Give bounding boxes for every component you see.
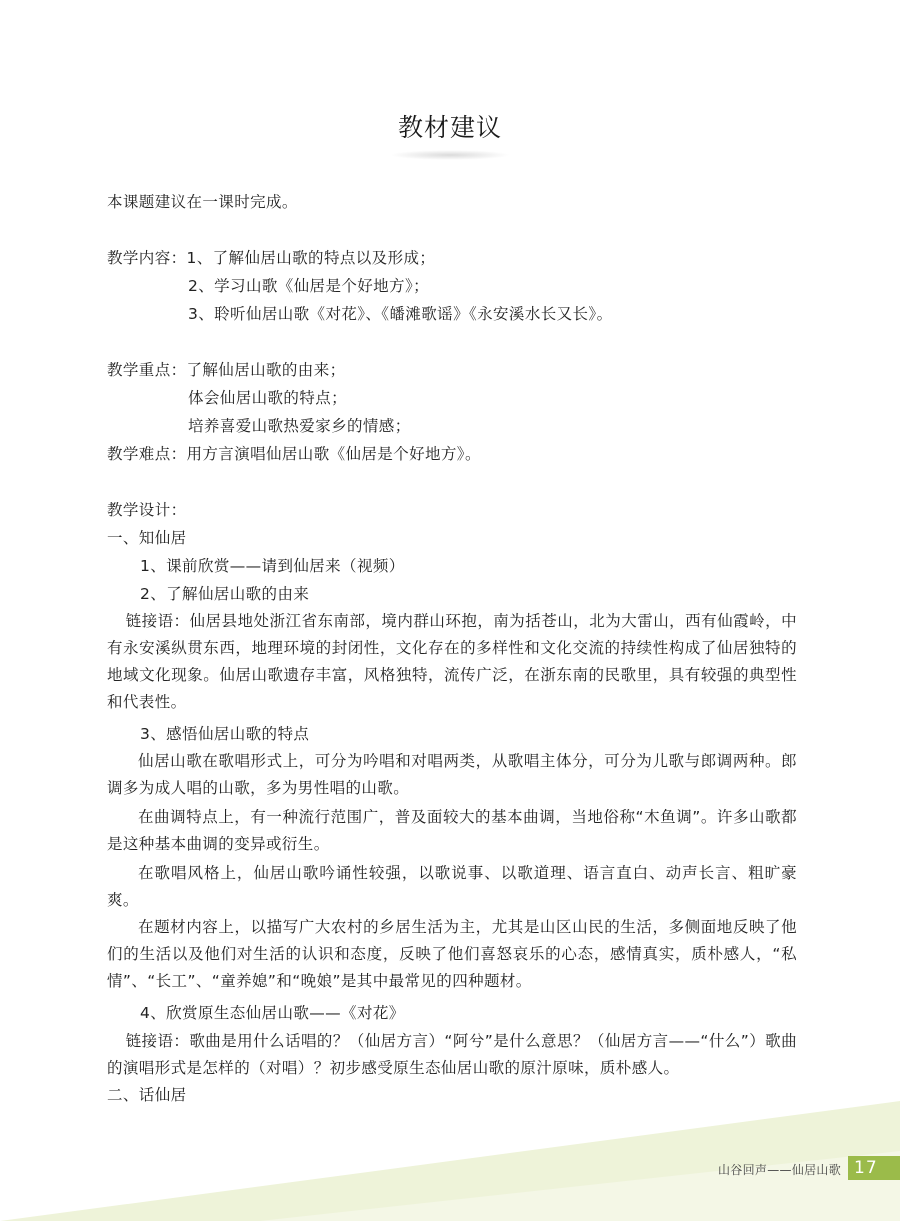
page-title: 教材建议 bbox=[397, 113, 502, 142]
step-4: 4、欣赏原生态仙居山歌——《对花》 bbox=[140, 1004, 405, 1022]
focus-item-2: 体会仙居山歌的特点； bbox=[188, 389, 348, 407]
footer-book-title: 山谷回声——仙居山歌 bbox=[718, 1163, 842, 1177]
focus-label-line: 教学重点：了解仙居山歌的由来； bbox=[107, 361, 346, 379]
link-paragraph-2: 链接语：歌曲是用什么话唱的？（仙居方言）“阿兮”是什么意思？（仙居方言——“什么”）歌曲的演唱形式是怎样的（对唱）？初步感受原生态仙居山歌的原汁原味，质朴感人。 bbox=[107, 1032, 797, 1077]
content-label-line: 教学内容：1、了解仙居山歌的特点以及形成； bbox=[107, 249, 436, 267]
footer-decoration bbox=[0, 1091, 900, 1221]
paragraph-themes: 在题材内容上，以描写广大农村的乡居生活为主，尤其是山区山民的生活，多侧面地反映了他们的生活以及他们对生活的认识和态度，反映了他们喜怒哀乐的心态，感情真实，质朴感人，“私情”、“长工”、“童养媳”和“晚娘”是其中最常见的四种题材。 bbox=[107, 918, 797, 990]
link-paragraph-1: 链接语：仙居县地处浙江省东南部，境内群山环抱，南为括苍山，北为大雷山，西有仙霞岭，中有永安溪纵贯东西，地理环境的封闭性，文化存在的多样性和文化交流的持续性构成了仙居独特的地域文化现象。仙居山歌遗存丰富，风格独特，流传广泛，在浙东南的民歌里，具有较强的典型性和代表性。 bbox=[107, 612, 797, 711]
focus-item-3: 培养喜爱山歌热爱家乡的情感； bbox=[188, 417, 411, 435]
difficulty-line: 教学难点：用方言演唱仙居山歌《仙居是个好地方》。 bbox=[107, 445, 481, 463]
section-1-heading: 一、知仙居 bbox=[107, 529, 187, 547]
paragraph-singing-form: 仙居山歌在歌唱形式上，可分为吟唱和对唱两类，从歌唱主体分，可分为儿歌与郎调两种。郎调多为成人唱的山歌，多为男性唱的山歌。 bbox=[107, 752, 797, 797]
step-1: 1、课前欣赏——请到仙居来（视频） bbox=[140, 557, 405, 575]
section-2-heading: 二、话仙居 bbox=[107, 1086, 187, 1104]
paragraph-style: 在歌唱风格上，仙居山歌吟诵性较强，以歌说事、以歌道理、语言直白、动声长言、粗旷豪爽。 bbox=[107, 864, 797, 909]
title-underline-shadow bbox=[390, 150, 510, 160]
design-label: 教学设计： bbox=[107, 501, 187, 519]
intro-text: 本课题建议在一课时完成。 bbox=[107, 193, 298, 211]
page-number: 17 bbox=[848, 1156, 900, 1180]
content-item-3: 3、聆听仙居山歌《对花》、《皤滩歌谣》《永安溪水长又长》。 bbox=[188, 305, 613, 323]
step-3: 3、感悟仙居山歌的特点 bbox=[140, 725, 310, 743]
paragraph-melody: 在曲调特点上，有一种流行范围广，普及面较大的基本曲调，当地俗称“木鱼调”。许多山歌都是这种基本曲调的变异或衍生。 bbox=[107, 808, 797, 853]
step-2: 2、了解仙居山歌的由来 bbox=[140, 585, 310, 603]
content-item-2: 2、学习山歌《仙居是个好地方》； bbox=[188, 277, 430, 295]
